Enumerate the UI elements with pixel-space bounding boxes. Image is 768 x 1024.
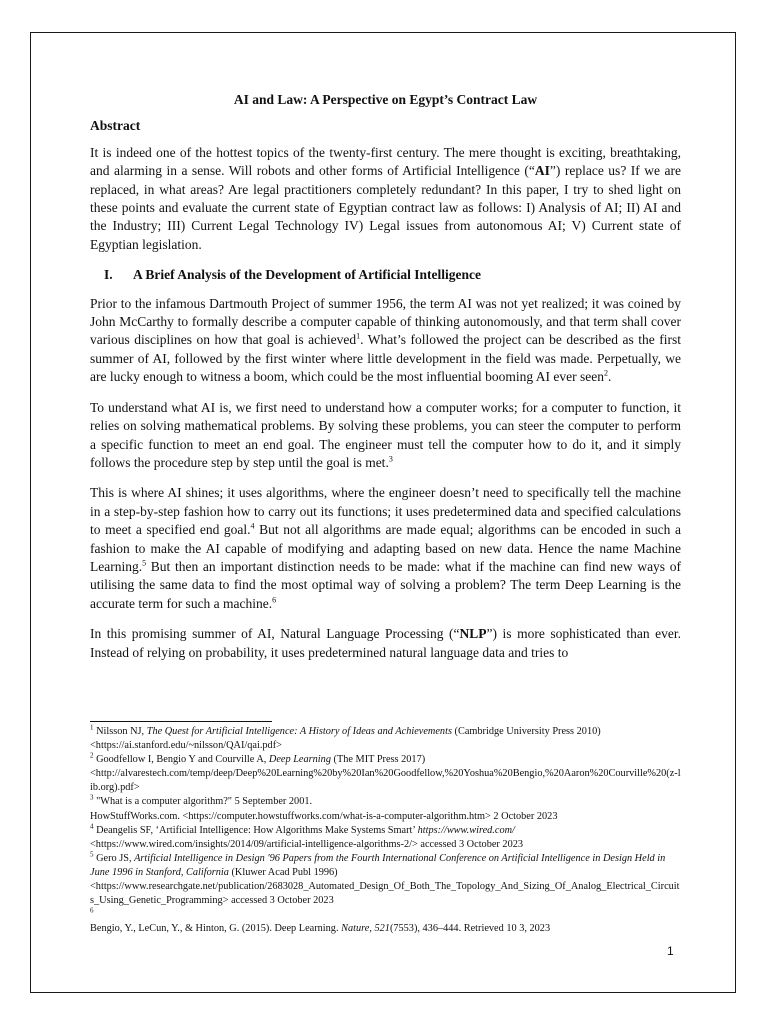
footnote-ref-2[interactable]: 2 bbox=[604, 368, 609, 378]
footnote-6-details: (7553), 436–444. Retrieved 10 3, 2023 bbox=[389, 923, 551, 935]
footnote-4-author: Deangelis SF, ‘Artificial Intelligence: How Algorithms Make Systems Smart’ bbox=[93, 824, 418, 836]
footnote-2-author: Goodfellow I, Bengio Y and Courville A, bbox=[93, 754, 269, 766]
footnote-2-publisher: (The MIT Press 2017) bbox=[330, 754, 426, 766]
footnote-4-link[interactable]: <https://www.wired.com/insights/2014/09/artificial-intelligence-algorithms-2/> accessed 3 October 2023 bbox=[90, 838, 524, 850]
footnote-6 bbox=[90, 908, 681, 936]
footnote-2-title: Deep Learning bbox=[268, 754, 331, 766]
paragraph-2 bbox=[90, 399, 681, 473]
document-page bbox=[30, 32, 736, 993]
paragraph-3 bbox=[90, 484, 681, 613]
paragraph-3-text-b: But not all algorithms are made equal; algorithms can be encoded in such a fashion to make the AI capable of modifying and adapting based on new data. Hence the name Machine Learning. bbox=[90, 522, 681, 574]
footnote-5-author: Gero JS, bbox=[93, 852, 135, 864]
abstract-heading: Abstract bbox=[90, 118, 141, 134]
footnote-ref-4[interactable]: 4 bbox=[250, 521, 255, 531]
footnote-5-link[interactable]: <https://www.researchgate.net/publication/2683028_Automated_Design_Of_Both_The_Topology_And_Sizing_Of_Analog_Electrical_Circuits_Using_Genetic_Programming> accessed 3 October 2023 bbox=[90, 881, 680, 907]
footnote-5 bbox=[90, 852, 681, 908]
paragraph-2-text: To understand what AI is, we first need to understand how a computer works; for a computer to function, it relies on solving mathematical problems. By solving these problems, you can steer the computer to perform a specific function to meet an end goal. The engineer must tell the computer how to do it, and it simply follows the procedure step by step until the goal is met. bbox=[90, 399, 681, 470]
abstract-paragraph bbox=[90, 144, 681, 254]
footnote-2-link[interactable]: <http://alvarestech.com/temp/deep/Deep%20Learning%20by%20Ian%20Goodfellow,%20Yoshua%20Bengio,%20Aaron%20Courville%20(z-lib.org).pdf> bbox=[90, 768, 681, 794]
footnote-mark-3: 3 bbox=[90, 794, 94, 803]
footnote-mark-6: 6 bbox=[90, 906, 94, 915]
paper-title: AI and Law: A Perspective on Egypt’s Contract Law bbox=[233, 92, 538, 107]
paragraph-1-text-a: Prior to the infamous Dartmouth Project of summer 1956, the term AI was not yet realized; it was coined by John McCarthy to formally describe a computer capable of thinking autonomously, and that term shall cover various disciplines on how that goal is achieved bbox=[90, 295, 681, 348]
paragraph-4-text-b: ”) is more sophisticated than ever. Instead of relying on probability, it uses predetermined natural language data and tries to bbox=[90, 626, 681, 660]
footnotes bbox=[90, 721, 681, 936]
footnote-ref-1[interactable]: 1 bbox=[356, 331, 361, 341]
footnote-3-title: "What is a computer algorithm?" 5 September 2001. bbox=[93, 796, 313, 808]
nlp-term: NLP bbox=[459, 626, 487, 642]
footnote-1-title: The Quest for Artificial Intelligence: A History of Ideas and Achievements bbox=[146, 726, 452, 737]
paragraph-1-text-b: . What’s followed the project can be described as the first summer of AI, followed by the first winter where little development in the field was made. Perpetually, we are lucky enough to witness a boom, which could be the most influential booming AI ever seen bbox=[90, 332, 681, 385]
footnote-ref-3[interactable]: 3 bbox=[388, 454, 393, 464]
footnote-5-title: Artificial Intelligence in Design '96 Papers from the Fourth International Conference on Artificial Intelligence in Design Held in June 1996 in Stanford, California bbox=[90, 852, 666, 878]
footnote-ref-5[interactable]: 5 bbox=[142, 558, 147, 568]
footnote-divider bbox=[90, 721, 272, 722]
footnote-4 bbox=[90, 824, 681, 852]
footnote-ref-6[interactable]: 6 bbox=[272, 595, 277, 605]
footnote-mark-4: 4 bbox=[90, 822, 94, 831]
footnote-1-link[interactable]: <https://ai.stanford.edu/~nilsson/QAI/qai.pdf> bbox=[90, 740, 282, 752]
footnote-1-author: Nilsson NJ, bbox=[93, 726, 147, 737]
abstract-ai-term: AI bbox=[534, 163, 550, 179]
section-number: I. bbox=[104, 267, 113, 283]
footnote-2 bbox=[90, 753, 681, 795]
abstract-text-part1: It is indeed one of the hottest topics of the twenty-first century. The mere thought is exciting, breathtaking, and alarming in a sense. Will robots and other forms of Artificial Intelligence (“ bbox=[90, 144, 681, 179]
footnote-5-publisher: (Kluwer Acad Publ 1996) bbox=[228, 866, 338, 878]
footnote-1-publisher: (Cambridge University Press 2010) bbox=[451, 726, 601, 737]
footnote-3 bbox=[90, 795, 681, 823]
paragraph-4 bbox=[90, 625, 681, 662]
footnote-6-authors: Bengio, Y., LeCun, Y., & Hinton, G. (2015). Deep Learning. bbox=[90, 923, 342, 935]
document-body bbox=[90, 91, 681, 674]
footnote-3-link[interactable]: HowStuffWorks.com. <https://computer.howstuffworks.com/what-is-a-computer-algorithm.htm> 2 October 2023 bbox=[90, 810, 558, 822]
abstract-text-part2: ”) replace us? If we are replaced, in what areas? Are legal practitioners completely redundant? In this paper, I try to shed light on these points and evaluate the current state of Egyptian contract law as follows: I) Analysis of AI; II) AI and the Industry; III) Current Legal Technology IV) Legal issues from autonomous AI; V) Current state of Egyptian legislation. bbox=[90, 163, 681, 252]
paragraph-3-text-a: This is where AI shines; it uses algorithms, where the engineer doesn’t need to specifically tell the machine in a step-by-step fashion how to carry out its functions; it uses predetermined data and specified calculations to meet a specified end goal. bbox=[90, 485, 681, 538]
page-number: 1 bbox=[667, 944, 674, 958]
footnote-mark-2: 2 bbox=[90, 751, 94, 760]
section-title: A Brief Analysis of the Development of Artificial Intelligence bbox=[133, 267, 481, 283]
section-heading bbox=[90, 266, 681, 284]
footnote-6-journal: Nature, 521 bbox=[341, 923, 390, 935]
footnote-1 bbox=[90, 725, 681, 753]
footnote-mark-1: 1 bbox=[90, 723, 94, 732]
paragraph-1-text-c: . bbox=[608, 369, 612, 385]
paragraph-4-text-a: In this promising summer of AI, Natural Language Processing (“ bbox=[90, 626, 460, 642]
paragraph-3-text-c: But then an important distinction needs to be made: what if the machine can find new ways of utilising the same data to find the most optimal way of solving a problem? The term Deep Learning is the accurate term for such a machine. bbox=[90, 558, 681, 611]
footnote-mark-5: 5 bbox=[90, 850, 94, 859]
footnote-4-site[interactable]: https://www.wired.com/ bbox=[417, 824, 515, 836]
paragraph-1 bbox=[90, 295, 681, 387]
